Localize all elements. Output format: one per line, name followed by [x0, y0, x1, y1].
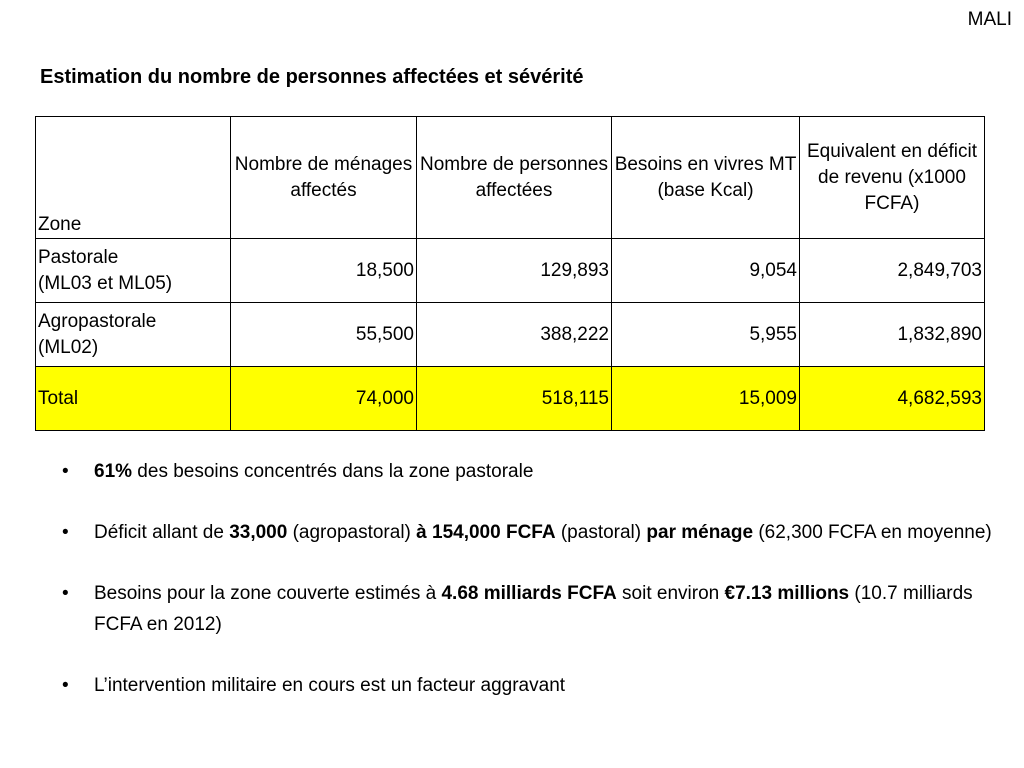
total-label: Total [36, 367, 231, 431]
bullet-dot-icon: • [62, 675, 69, 696]
slide-title: Estimation du nombre de personnes affectées et sévérité [40, 66, 584, 88]
zone-cell [36, 239, 231, 303]
menages-cell: 55,500 [231, 303, 417, 367]
bullet-item [62, 517, 1002, 548]
bullet-dot-icon: • [62, 583, 69, 604]
bullet-item [62, 578, 1002, 640]
bullet-bold: par ménage [646, 522, 754, 543]
bullet-text: soit environ [616, 583, 725, 604]
deficit-cell: 2,849,703 [800, 239, 985, 303]
total-personnes: 518,115 [417, 367, 612, 431]
besoins-cell: 5,955 [612, 303, 800, 367]
bullet-dot-icon: • [62, 461, 69, 482]
bullet-text: Besoins pour la zone couverte estimés à [94, 583, 442, 604]
country-label: MALI [967, 9, 1012, 30]
bullet-bold: 4.68 milliards FCFA [441, 583, 617, 604]
bullet-text: (10.7 milliards FCFA en 2012) [94, 583, 973, 635]
table-row-pastorale [36, 239, 985, 303]
zone-codes: (ML03 et ML05) [38, 272, 173, 294]
bullet-text: (pastoral) [555, 522, 647, 543]
table-header-row [36, 117, 985, 239]
total-menages: 74,000 [231, 367, 417, 431]
bullet-bold: €7.13 millions [724, 583, 850, 604]
estimation-table [35, 116, 985, 431]
header-besoins: Besoins en vivres MT (base Kcal) [612, 117, 800, 239]
bullet-bold: 33,000 [229, 522, 288, 543]
personnes-cell: 388,222 [417, 303, 612, 367]
zone-cell [36, 303, 231, 367]
total-deficit: 4,682,593 [800, 367, 985, 431]
zone-codes: (ML02) [38, 336, 99, 358]
bullet-bold: 61% [94, 461, 133, 482]
table-row-total [36, 367, 985, 431]
bullet-text: (agropastoral) [287, 522, 417, 543]
besoins-cell: 9,054 [612, 239, 800, 303]
zone-name: Agropastorale [38, 310, 157, 332]
bullet-text: (62,300 FCFA en moyenne) [753, 522, 992, 543]
bullet-text: des besoins concentrés dans la zone pastorale [132, 461, 534, 482]
menages-cell: 18,500 [231, 239, 417, 303]
table-row-agropastorale [36, 303, 985, 367]
bullet-text: L’intervention militaire en cours est un facteur aggravant [94, 675, 566, 696]
header-zone: Zone [36, 117, 231, 239]
total-besoins: 15,009 [612, 367, 800, 431]
bullet-item [62, 670, 1002, 701]
zone-name: Pastorale [38, 246, 119, 268]
bullet-dot-icon: • [62, 522, 69, 543]
bullet-item [62, 456, 1002, 487]
bullet-bold: à 154,000 FCFA [416, 522, 556, 543]
header-deficit: Equivalent en déficit de revenu (x1000 FCFA) [800, 117, 985, 239]
key-points-list [62, 456, 1002, 701]
header-menages: Nombre de ménages affectés [231, 117, 417, 239]
personnes-cell: 129,893 [417, 239, 612, 303]
header-personnes: Nombre de personnes affectées [417, 117, 612, 239]
bullet-text: Déficit allant de [94, 522, 230, 543]
deficit-cell: 1,832,890 [800, 303, 985, 367]
